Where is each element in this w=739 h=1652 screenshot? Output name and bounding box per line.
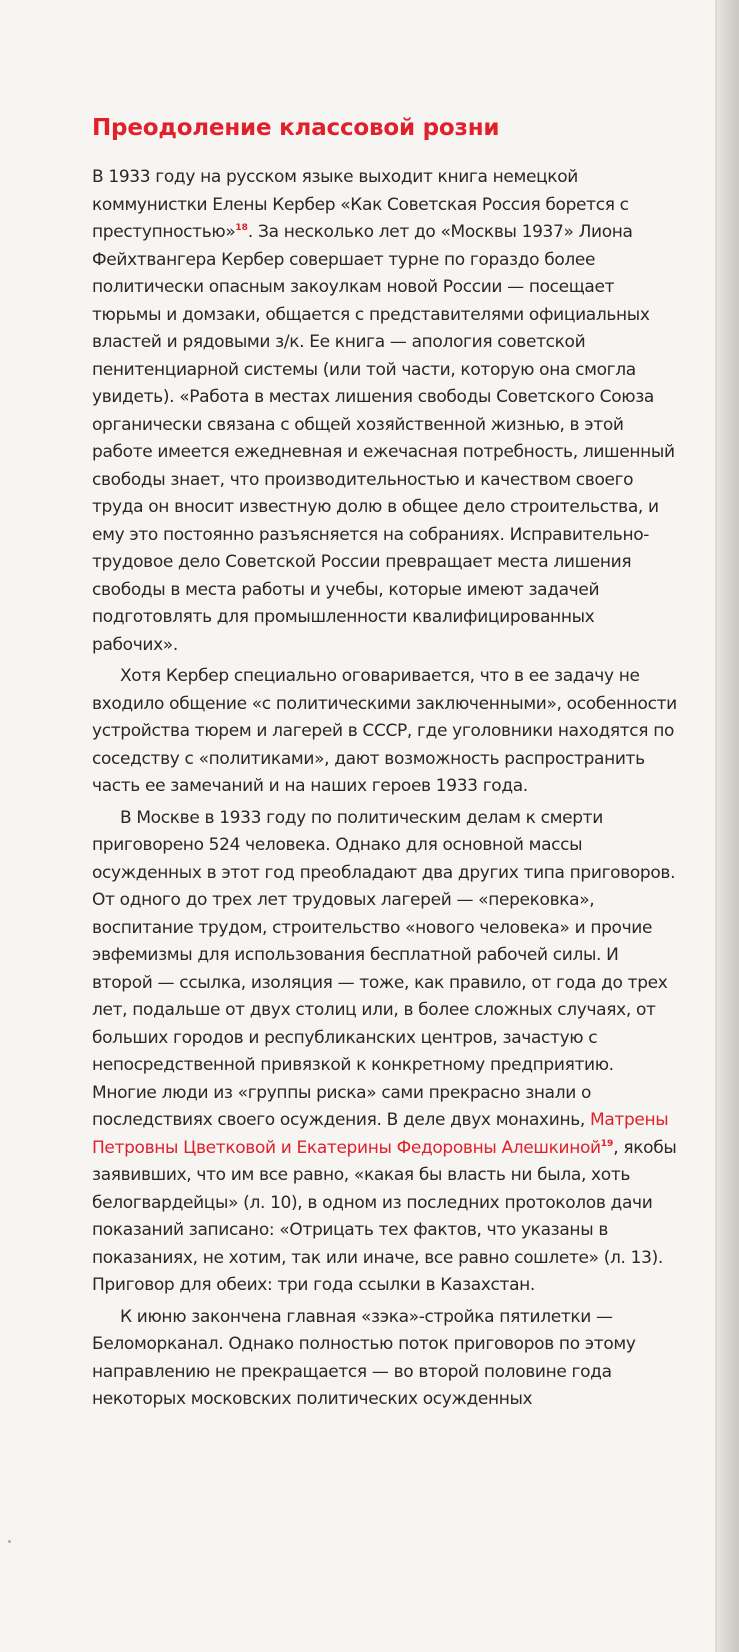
paragraph-1-text-b: . За несколько лет до «Москвы 1937» Лиона Фейхтвангера Кербер совершает турне по гораздо более политически опасным закоулкам новой России — посещает тюрьмы и домзаки, общается с представителями официальных властей и рядовыми з/к. Ее книга — апология советской пенитенциарной системы (или той части, которую она смогла увидеть). «Работа в местах лишения свободы Советского Союза органически связана с общей хозяйственной жизнью, в этой работе имеется ежедневная и ежечасная потребность, лишенный свободы знает, что производительностью и качеством своего труда он вносит известную долю в общее дело строительства, и ему это постоянно разъясняется на собраниях. Исправительно-трудовое дело Советской России превращает места лишения свободы в места работы и учебы, которые имеют задачей подготовлять для промышленности квалифицированных рабочих».: [92, 222, 675, 655]
paragraph-1: [92, 164, 682, 659]
paper-speck: [8, 1540, 11, 1543]
section-title: Преодоление классовой розни: [92, 115, 500, 141]
highlighted-names: Матрены Петровны Цветковой и Екатерины Федоровны Алешкиной: [92, 1110, 669, 1158]
paragraph-1-text-a: В 1933 году на русском языке выходит книга немецкой коммунистки Елены Кербер «Как Советская Россия борется с преступностью»: [92, 167, 629, 242]
footnote-ref-19[interactable]: 19: [600, 1138, 614, 1149]
paragraph-3-text-b: , якобы заявивших, что им все равно, «какая бы власть ни была, хоть белогвардейцы» (л. 10), в одном из последних протоколов дачи показаний записано: «Отрицать тех фактов, что указаны в показаниях, не хотим, так или иначе, все равно сошлете» (л. 13). Приговор для обеих: три года ссылки в Казахстан.: [92, 1137, 677, 1295]
paragraph-4: К июню закончена главная «зэка»-стройка пятилетки — Беломорканал. Однако полностью поток приговоров по этому направлению не прекращается — во второй половине года некоторых московских политических осужденных: [92, 1306, 636, 1409]
paragraph-3: [92, 805, 682, 1300]
article: [92, 112, 682, 1418]
paragraph-2: Хотя Кербер специально оговаривается, что в ее задачу не входило общение «с политическими заключенными», особенности устройства тюрем и лагерей в СССР, где уголовники находятся по соседству с «политиками», дают возможность распространить часть ее замечаний и на наших героев 1933 года.: [92, 666, 677, 796]
footnote-ref-18[interactable]: 18: [235, 223, 248, 233]
page-edge: [715, 0, 739, 1652]
paragraph-3-text-a: В Москве в 1933 году по политическим делам к смерти приговорено 524 человека. Однако для основной массы осужденных в этот год преобладают два других типа приговоров. От одного до трех лет трудовых лагерей — «перековка», воспитание трудом, строительство «нового человека» и прочие эвфемизмы для использования бесплатной рабочей силы. И второй — ссылка, изоляция — тоже, как правило, от года до трех лет, подальше от двух столиц или, в более сложных случаях, от больших городов и республиканских центров, зачастую с непосредственной привязкой к конкретному предприятию. Многие люди из «группы риска» сами прекрасно знали о последствиях своего осуждения. В деле двух монахинь,: [92, 807, 676, 1130]
